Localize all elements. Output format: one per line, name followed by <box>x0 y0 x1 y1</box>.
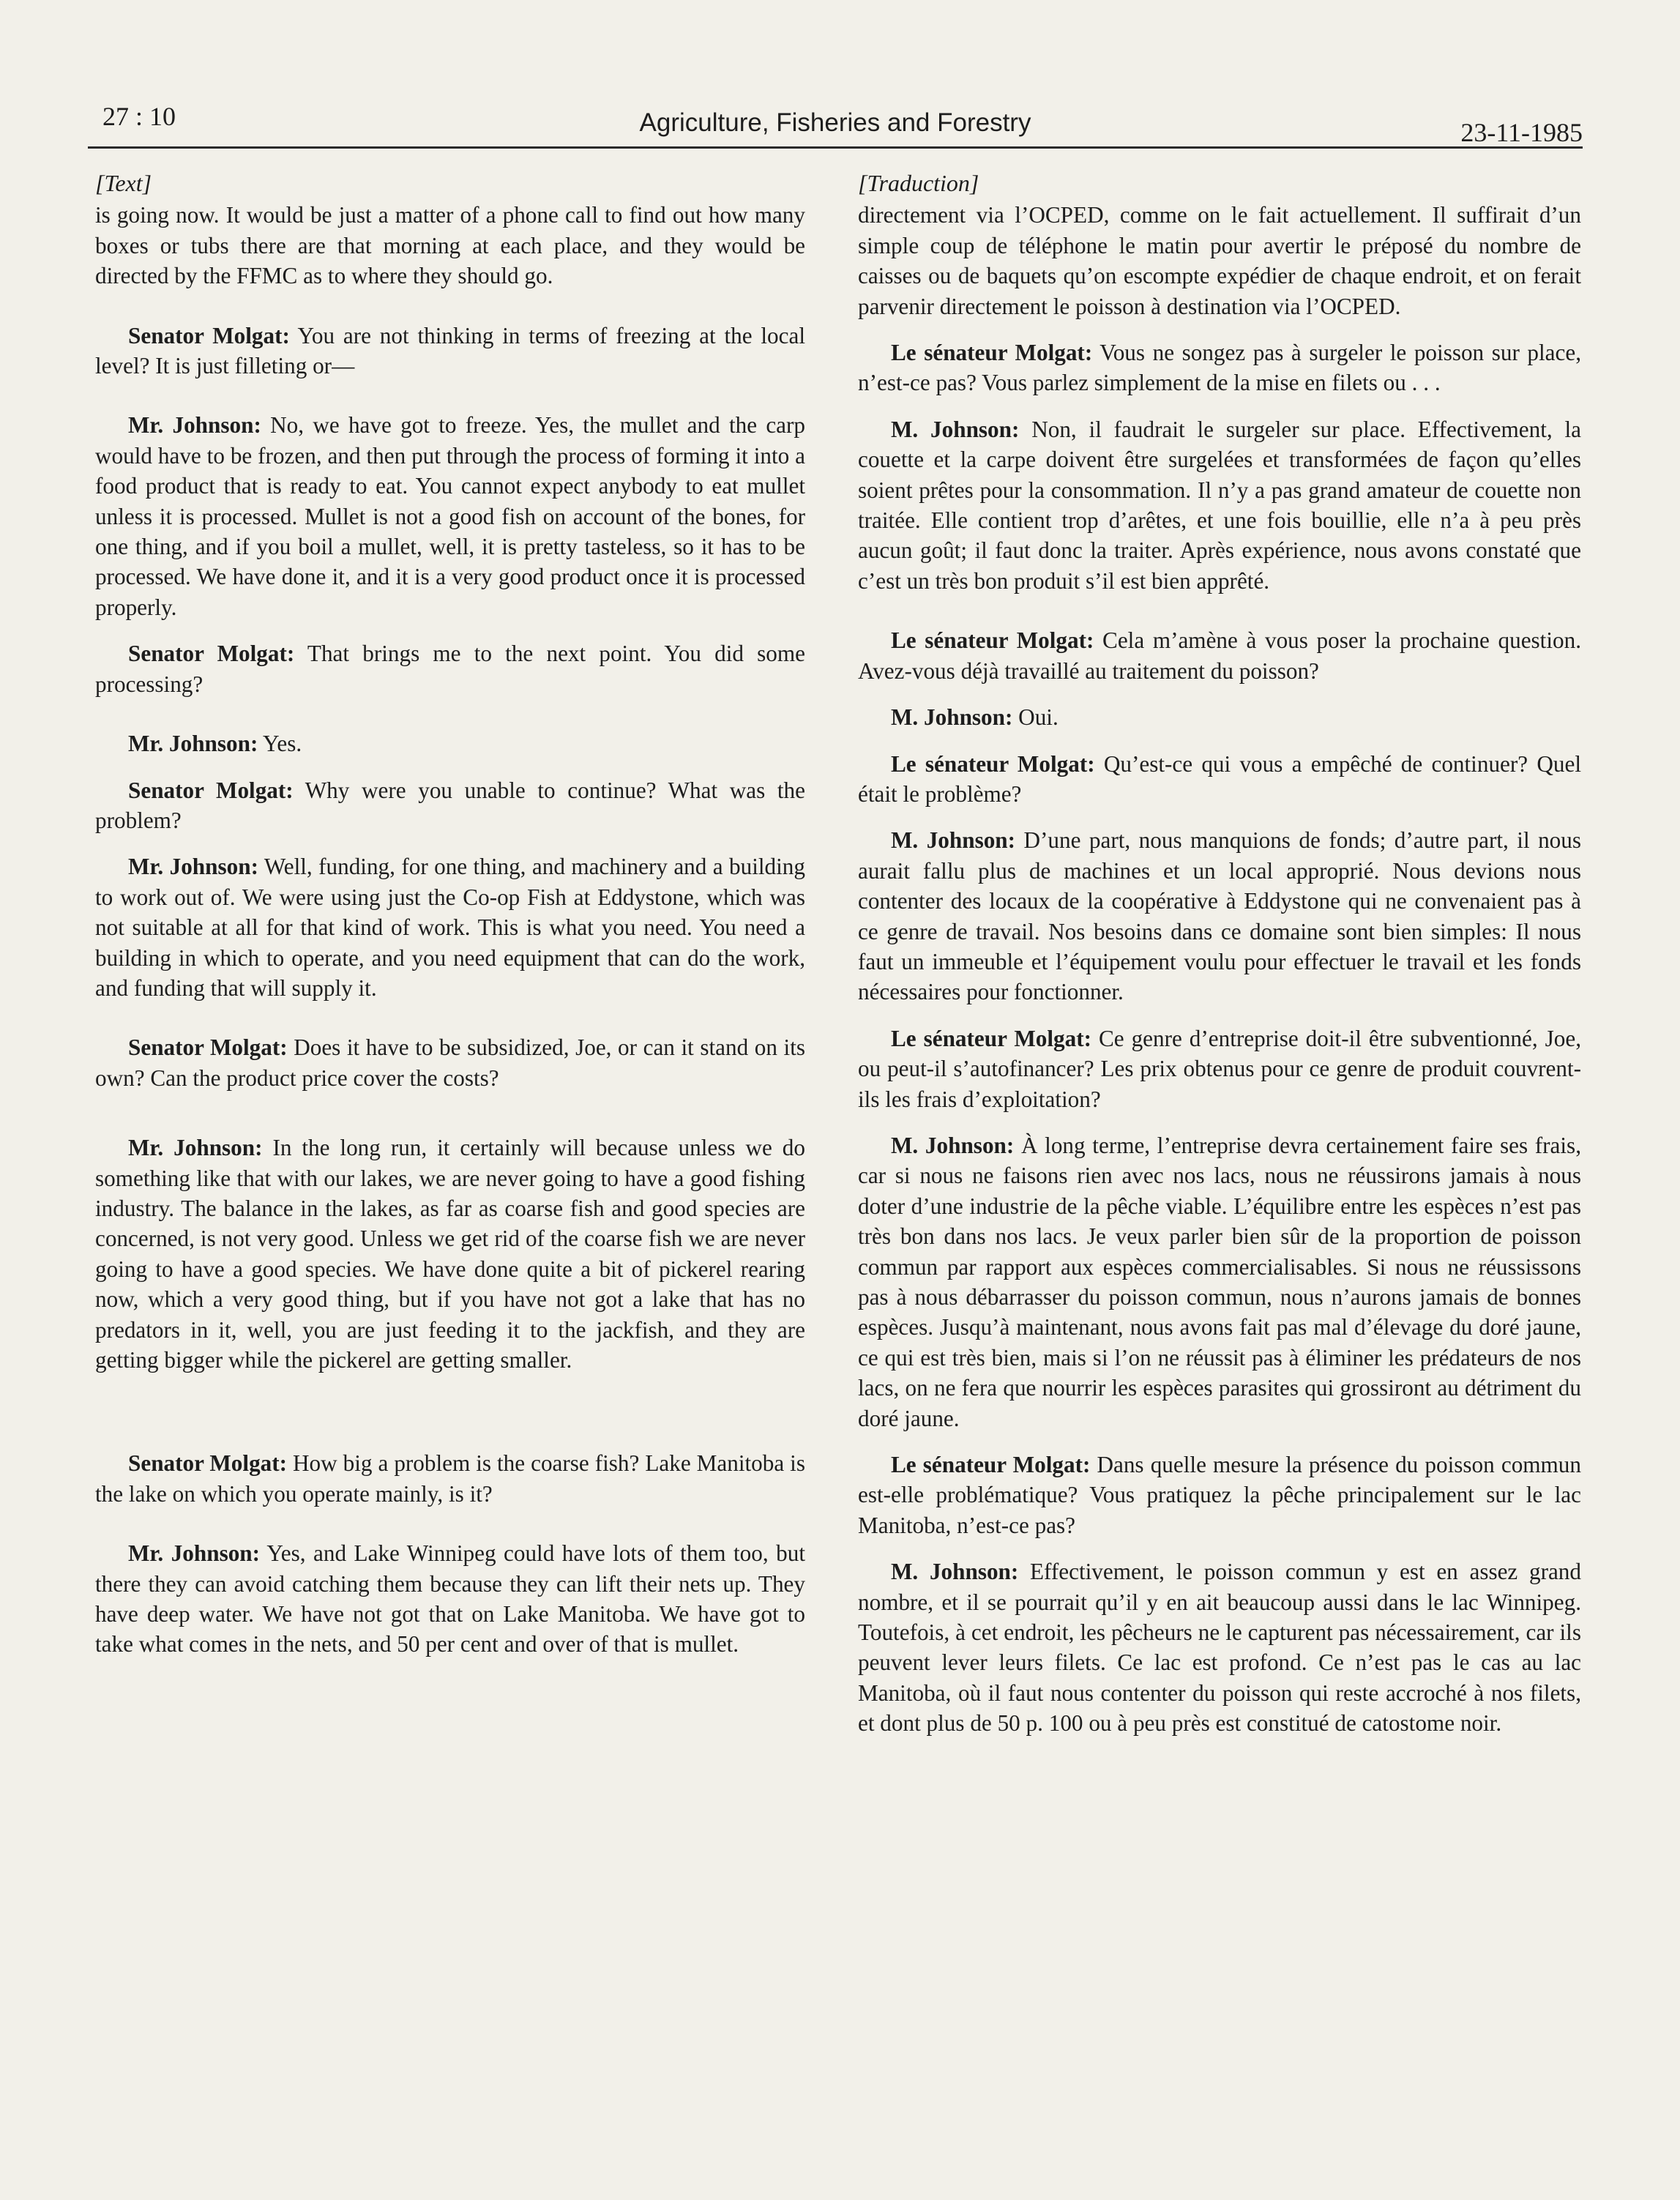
speaker-name: Senator Molgat: <box>128 1450 288 1477</box>
continued-paragraph: directement via l’OCPED, comme on le fait actuellement. Il suffirait d’un simple coup de téléphone le matin pour avertir le préposé du nombre de caisses ou de baquets qu’on escompte expédier de chaque endroit, et on ferait parvenir directement le poisson à destination via l’OCPED. <box>858 202 1581 319</box>
page-header <box>88 95 1583 149</box>
speaker-name: Le sénateur Molgat: <box>891 750 1095 777</box>
speech-text: Yes, and Lake Winnipeg could have lots of them too, but there they can avoid catching them because they can lift their nets up. They have deep water. We have not got that on Lake Manitoba. We have got to take what comes in the nets, and 50 per cent and over of that is mullet. <box>95 1540 805 1658</box>
speech-paragraph <box>858 749 1581 810</box>
speech-text: Dans quelle mesure la présence du poisson commun est-elle problématique? Vous pratiquez la pêche principalement sur le lac Manitoba, n’est-ce pas? <box>858 1452 1581 1538</box>
speech-text: Ce genre d’entreprise doit-il être subventionné, Joe, ou peut-il s’autofinancer? Les prix obtenus pour ce genre de produit couvrent-ils les frais d’exploitation? <box>858 1025 1581 1112</box>
page-number: 27 : 10 <box>102 102 176 131</box>
speaker-name: Le sénateur Molgat: <box>891 1452 1091 1478</box>
speaker-name: Mr. Johnson: <box>128 1135 263 1161</box>
speech-text: D’une part, nous manquions de fonds; d’autre part, il nous aurait fallu plus de machines et un local approprié. Nous devions nous contenter des locaux de la coopérative à Eddystone qui ne convenaient pas à ce genre de travail. Nos besoins dans ce domaine sont bien simples: Il nous faut un immeuble et l’équipement voulu pour effectuer le travail et les fonds nécessaires pour fonctionner. <box>858 827 1581 1005</box>
speech-paragraph <box>858 625 1581 686</box>
speech-paragraph <box>858 825 1581 1007</box>
speech-paragraph <box>95 1448 805 1509</box>
speaker-name: M. Johnson: <box>891 1559 1019 1585</box>
speech-paragraph <box>95 851 805 1003</box>
speech-paragraph <box>858 1130 1581 1433</box>
speaker-name: Senator Molgat: <box>128 777 294 803</box>
speech-text: Qu’est-ce qui vous a empêché de continuer? Quel était le problème? <box>858 750 1581 807</box>
speech-paragraph <box>95 638 805 699</box>
speech-paragraph <box>858 1556 1581 1738</box>
speaker-name: Mr. Johnson: <box>128 1540 261 1567</box>
speech-paragraph <box>858 414 1581 596</box>
speech-paragraph <box>95 775 805 836</box>
speech-text: In the long run, it certainly will because unless we do something like that with our lakes, we are never going to have a good fishing industry. The balance in the lakes, as far as coarse fish and good species are concerned, is not very good. Unless we get rid of the coarse fish we are never going to have a good species. We have done quite a bit of pickerel rearing now, which a very good thing, but if you have not got a lake that has no predators in it, well, you are just feeding it to the jackfish, and they are getting bigger while the pickerel are getting smaller. <box>95 1135 805 1373</box>
speaker-name: M. Johnson: <box>891 416 1020 442</box>
speech-paragraph <box>95 321 805 381</box>
speech-paragraph <box>858 702 1581 732</box>
speech-text: Effectivement, le poisson commun y est en assez grand nombre, et il se pourrait qu’il y en ait beaucoup aussi dans le lac Winnipeg. Toutefois, à cet endroit, les pêcheurs ne le capturent pas nécessairement, car ils peuvent lever leurs filets. Ce lac est profond. Ce n’est pas le cas au lac Manitoba, où il faut nous contenter du poisson qui reste accroché à nos filets, et dont plus de 50 p. 100 ou à peu près est constitué de catostome noir. <box>858 1559 1581 1737</box>
speaker-name: Senator Molgat: <box>128 1034 288 1061</box>
speech-text: Well, funding, for one thing, and machinery and a building to work out of. We were using just the Co-op Fish at Eddystone, which was not suitable at all for that kind of work. This is what you need. You need a building in which to operate, and you need equipment that can do the work, and funding that will supply it. <box>95 854 805 1001</box>
section-tag: [Text] <box>95 170 152 196</box>
french-column <box>858 168 1581 1755</box>
section-tag: [Traduction] <box>858 170 979 196</box>
english-column <box>95 168 805 1676</box>
speech-paragraph <box>858 338 1581 398</box>
speaker-name: Le sénateur Molgat: <box>891 627 1094 654</box>
speaker-name: M. Johnson: <box>891 1132 1015 1158</box>
running-title: Agriculture, Fisheries and Forestry <box>639 108 1031 137</box>
speech-text: Yes. <box>258 731 302 757</box>
continued-paragraph: is going now. It would be just a matter of a phone call to find out how many boxes or tubs there are that morning at each place, and they would be directed by the FFMC as to where they should go. <box>95 202 805 289</box>
speaker-name: Senator Molgat: <box>128 641 295 667</box>
page-date: 23-11-1985 <box>1460 118 1583 147</box>
speech-paragraph <box>95 1133 805 1375</box>
speaker-name: Senator Molgat: <box>128 322 290 348</box>
speaker-name: Mr. Johnson: <box>128 731 258 757</box>
speech-paragraph <box>858 1023 1581 1114</box>
speech-text: Oui. <box>1012 704 1059 731</box>
speech-text: Non, il faudrait le surgeler sur place. Effectivement, la couette et la carpe doivent être surgelées et transformées de façon qu’elles soient prêtes pour la consommation. Il n’y a pas grand amateur de couette non traitée. Elle contient trop d’arêtes, et une fois bouillie, elle n’a à peu près aucun goût; il faut donc la traiter. Après expérience, nous avons constaté que c’est un très bon produit s’il est bien apprêté. <box>858 416 1581 594</box>
speaker-name: Le sénateur Molgat: <box>891 1025 1091 1051</box>
speech-paragraph <box>858 1450 1581 1540</box>
speech-text: You are not thinking in terms of freezing at the local level? It is just filleting or— <box>95 322 805 379</box>
speech-paragraph <box>95 1032 805 1093</box>
speech-text: That brings me to the next point. You did some processing? <box>95 641 806 697</box>
speaker-name: Mr. Johnson: <box>128 854 258 880</box>
speech-text: À long terme, l’entreprise devra certainement faire ses frais, car si nous ne faisons rien avec nos lacs, nous ne réussirons jamais à nous doter d’une industrie de la pêche viable. L’équilibre entre les espèces n’est pas très bon dans nos lacs. Je veux parler bien sûr de la proportion de poisson commun par rapport aux espèces commercialisables. Si nous ne réussissons pas à nous débarrasser du poisson commun, nous n’aurons jamais de bonnes espèces. Jusqu’à maintenant, nous avons fait pas mal d’élevage du doré jaune, ce qui est très bien, mais si l’on ne réussit pas à éliminer les prédateurs de nos lacs, on ne fera que nourrir les espèces parasites qui grossiront au détriment du doré jaune. <box>858 1132 1581 1431</box>
speaker-name: M. Johnson: <box>891 827 1016 854</box>
speaker-name: Le sénateur Molgat: <box>891 340 1093 366</box>
speech-text: Why were you unable to continue? What was the problem? <box>95 777 805 833</box>
speech-text: How big a problem is the coarse fish? Lake Manitoba is the lake on which you operate mainly, is it? <box>95 1450 805 1507</box>
speech-paragraph <box>95 1538 805 1660</box>
speech-text: No, we have got to freeze. Yes, the mullet and the carp would have to be frozen, and then put through the process of forming it into a food product that is ready to eat. You cannot expect anybody to eat mullet unless it is processed. Mullet is not a good fish on account of the bones, for one thing, and if you boil a mullet, well, it is pretty tasteless, so it has to be processed. We have done it, and it is a very good product once it is processed properly. <box>95 412 805 620</box>
speech-paragraph <box>95 728 805 758</box>
speech-text: Does it have to be subsidized, Joe, or can it stand on its own? Can the product price cover the costs? <box>95 1034 805 1091</box>
speech-text: Cela m’amène à vous poser la prochaine question. Avez-vous déjà travaillé au traitement du poisson? <box>858 627 1581 684</box>
speech-text: Vous ne songez pas à surgeler le poisson sur place, n’est-ce pas? Vous parlez simplement de la mise en filets ou . . . <box>858 340 1581 396</box>
speaker-name: Mr. Johnson: <box>128 412 261 439</box>
speech-paragraph <box>95 410 805 622</box>
speaker-name: M. Johnson: <box>891 704 1013 731</box>
